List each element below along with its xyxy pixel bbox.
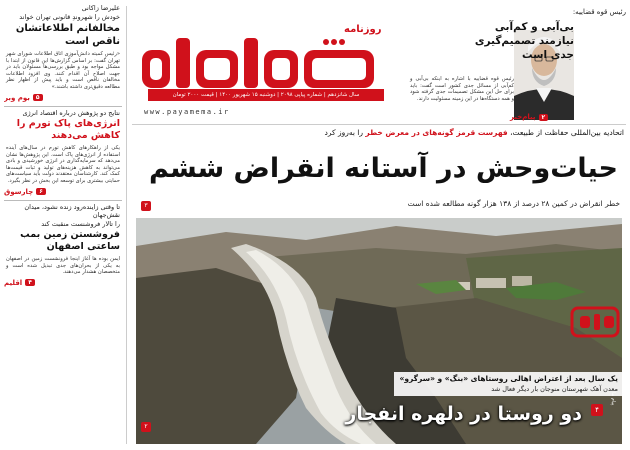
page-number-badge: ۵: [33, 94, 43, 101]
lead-headline[interactable]: حیات‌وحش در آستانه انقراض ششم: [148, 153, 618, 184]
section-name: پیام‌خبر: [510, 113, 536, 121]
page-number-badge: ۴: [591, 404, 603, 416]
left-story-2-body: یکی از راهکارهای کاهش تورم در سال‌های آینده استفاده از انرژی‌های پاک است. این پژوهش‌ها نشان می‌دهد که سرمایه‌گذاری در انرژی خورشیدی و بادی می‌تواند به کاهش هزینه‌های تولید و ثبات قیمت‌ها کمک کند. کارشناسان معتقدند دولت باید سیاست‌های حمایتی بیشتری برای توسعه این بخش در نظر بگیرد.: [6, 145, 120, 185]
photo-headline[interactable]: دو روستا در دلهره انفجار: [345, 403, 582, 425]
page-number-badge: ۲: [141, 422, 151, 432]
right-story-kicker: رئیس قوه قضاییه:: [572, 8, 626, 16]
photo-caption: [394, 372, 622, 396]
section-divider: [132, 124, 626, 125]
left-tag-2[interactable]: [4, 188, 122, 196]
newspaper-logo: [140, 32, 380, 94]
lead-subheadline: خطر انقراض در کمین ۲۸ درصد از ۱۳۸ هزار گونه مطالعه شده است: [407, 199, 620, 208]
page-number-badge: ۳: [141, 201, 151, 211]
right-tag[interactable]: [510, 113, 548, 121]
left-story-3-kicker2: را تالار فروشنست منقبت کند: [41, 219, 120, 228]
left-tag-1[interactable]: [4, 94, 122, 102]
section-name: اقلیم: [4, 278, 23, 287]
column-divider: [126, 6, 127, 444]
lead-kicker-plain: اتحادیه بین‌المللی حفاظت از طبیعت،: [510, 128, 624, 137]
website-url[interactable]: www.payamema.ir: [144, 108, 230, 116]
photo-caption-line1: یک سال بعد از اعتراض اهالی روستاهای «بنگ» و «سرگرو»: [399, 374, 618, 383]
issue-info-bar: سال شانزدهم | شماره پیاپی ۲۰۹۸ | دوشنبه ۱۵ شهریور ۱۴۰۰ | قیمت ۲۰۰۰ تومان: [148, 89, 384, 101]
left-story-3-kicker: تا وقتی زاینده‌رود زنده نشود، میدان نقش‌جهان: [24, 202, 120, 220]
page-number-badge: ۴: [25, 279, 35, 286]
lead-kicker-highlight: فهرست قرمز گونه‌های در معرض خطر: [365, 128, 508, 137]
left-story-3[interactable]: [4, 203, 122, 276]
publication-stamp: [568, 300, 622, 344]
divider: [4, 106, 122, 107]
left-story-2-kicker: نتایج دو پژوهش درباره اقتصاد انرژی: [22, 108, 120, 117]
left-story-1-headline[interactable]: مخالفانم اطلاعاتشان ناقص است: [15, 23, 120, 47]
right-story-headline[interactable]: بی‌آبی و کم‌آبی نیازمند تصمیم‌گیری جدی است: [474, 21, 574, 61]
left-story-3-headline[interactable]: فروشستن زمین بمب ساعتی اصفهان: [20, 229, 120, 253]
section-name: بوم وبر: [4, 93, 30, 102]
left-story-1-kicker: علیرضا زاکانی: [81, 4, 120, 12]
left-tag-3[interactable]: [4, 279, 122, 287]
section-name: چارسوق: [4, 187, 34, 196]
lead-kicker-tail: را به‌روز کرد: [324, 128, 364, 137]
left-story-1-body: «رئیس کمیته دانش‌آموزی اتاق اطلاعات شورای شهر تهران گفت: بر اساس گزارش‌ها این قانون از ابتدا با مشکل مواجه بود و طبق بررسی‌ها مسئولان باید در جهت اصلاح آن اقدام کنند. وی افزود اطلاعات مخالفان ناقص است و باید پیش از اظهار نظر مطالعه دقیق‌تری داشته باشند.»: [6, 51, 120, 90]
logo-subtitle: روزنامه: [344, 24, 382, 35]
left-story-2[interactable]: [4, 109, 122, 185]
lead-kicker: [140, 128, 624, 138]
photo-credit: پیام ما: [610, 392, 616, 406]
page-number-badge: ۶: [36, 188, 46, 195]
page-number-badge: ۲: [539, 114, 549, 121]
left-column: [4, 4, 122, 446]
left-story-2-headline[interactable]: انرژی‌های پاک تورم را کاهش می‌دهند: [16, 118, 120, 142]
right-story-body: رئیس قوه قضاییه با اشاره به اینکه بی‌آبی و کم‌آبی از مسائل جدی کشور است گفت: باید برای حل این مشکل تصمیمات جدی گرفته شود و همه دستگاه‌ها در این زمینه مسئولیت دارند.: [410, 76, 514, 102]
divider: [4, 200, 122, 201]
left-story-3-body: ایمن بوده ها آغاز اینجا فرونشست زمین در اصفهان به یکی از بحران‌های جدی تبدیل شده است و متخصصان هشدار می‌دهند.: [6, 256, 120, 276]
left-story-1-kicker2: خودش را شهروندِ قانونی تهران خواند: [19, 12, 120, 21]
photo-caption-line2: معدن آهک شهرستان منوجان بار دیگر فعال شد: [491, 385, 618, 393]
left-story-1[interactable]: [4, 4, 122, 91]
